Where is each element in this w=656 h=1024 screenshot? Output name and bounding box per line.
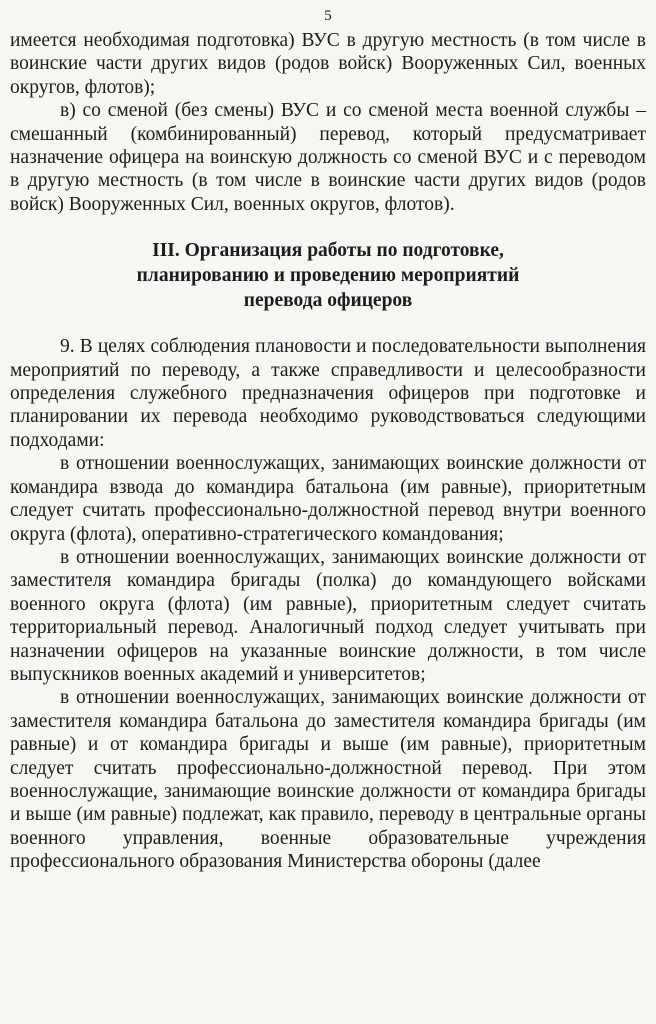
paragraph-approach-1: в отношении военнослужащих, занимающих воинские должности от командира взвода до командира батальона (им равные), приоритетным следует считать профессионально-должностной перевод внутри военного округа (флота), оперативно-стратегического командования; <box>10 453 646 545</box>
section-heading-line: планированию и проведению мероприятий <box>136 265 520 287</box>
paragraph-continuation: имеется необходимая подготовка) ВУС в другую местность (в том числе в воинские части других видов (родов войск) Вооруженных Сил, военных округов, флотов); <box>10 30 646 98</box>
page-number: 5 <box>324 8 332 24</box>
section-heading-line: перевода офицеров <box>243 290 413 312</box>
section-heading <box>10 238 646 313</box>
paragraph-approach-2: в отношении военнослужащих, занимающих воинские должности от заместителя командира бригады (полка) до командующего войсками военного округа (флота) (им равные), приоритетным следует считать территориальный перевод. Аналогичный подход следует учитывать при назначении офицеров на указанные воинские должности, в том числе выпускников военных академий и университетов; <box>10 546 646 685</box>
section-heading-line: III. Организация работы по подготовке, <box>152 240 504 262</box>
paragraph-approach-3: в отношении военнослужащих, занимающих воинские должности от заместителя командира батальона до заместителя командира бригады (им равные) и от командира бригады и выше (им равные), приоритетным следует считать профессионально-должностной перевод. При этом военнослужащие, занимающие воинские должности от командира бригады и выше (им равные) подлежат, как правило, переводу в центральные органы военного управления, военные образовательные учреждения профессионального образования Министерства обороны (далее <box>10 687 646 873</box>
paragraph-9: 9. В целях соблюдения плановости и последовательности выполнения мероприятий по переводу, а также справедливости и целесообразности определения служебного предназначения офицеров при подготовке и планировании их перевода необходимо руководствоваться следующими подходами: <box>10 336 646 451</box>
paragraph-item-v: в) со сменой (без смены) ВУС и со сменой места военной службы – смешанный (комбинированный) перевод, который предусматривает назначение офицера на воинскую должность со сменой ВУС и с переводом в другую местность (в том числе в воинские части других видов (родов войск) Вооруженных Сил, военных округов, флотов). <box>10 100 646 215</box>
